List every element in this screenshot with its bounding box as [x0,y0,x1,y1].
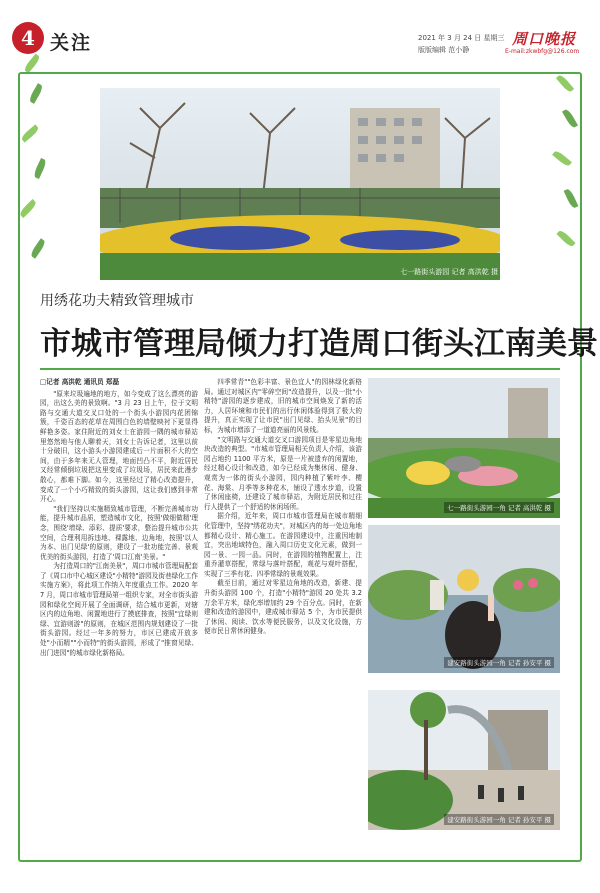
top-park-photo [100,88,500,280]
park-scene-illustration [100,88,500,280]
article-column-2 [204,378,362,843]
right-photo-1 [368,378,560,518]
article-kicker: 用绣花功夫精致管理城市 [40,293,194,309]
col2-paragraph: 据介绍，近年来，周口市城市管理局在城市精细化管理中，坚持"绣花功夫"，对城区内的每一处边角地都精心设计、精心施工。在游园建设中，注重因地制宜，突出地域特色，融入周口历史文化元素，做到一园一景、一园一品。同时，在游园的植物配置上，注重乔灌草搭配，常绿与落叶搭配，观花与观叶搭配，实现了三季有花、四季常绿的景观效果。 [204,512,362,578]
page-number-badge: 4 [12,22,44,54]
col1-paragraph: "我们坚持以实施精致城市管理，不断完善城市功能，提升城市品质，塑造城市文化，按照'做细做精'理念，围绕'增绿、添彩、提质'要求，整治提升城市公共空间，合理利用拆违地、裸露地、边角地，按照'以人为本、出门见绿'的原则，建设了一批功能完善、景观优美的街头游园，打造了'周口江南'美景。" [40,504,198,561]
right-photo-1-caption: 七一路街头游园一角 记者 高洪乾 摄 [444,502,554,513]
col2-paragraph: "文明路与交通大道交叉口游园项目是零星边角地块改造的典型。"市城市管理局相关负责人介绍，该游园占地约 1100 平方米，原是一片被遗弃的闲置地，经过精心设计和改造，如今已经成为集休闲、健身、观赏为一体的街头小游园，园内种植了紫叶李、樱花、海棠、月季等多种花木，铺设了透水步道，设置了休闲座椅，还建设了城市驿站，为附近居民和过往行人提供了一个舒适的休闲场所。 [204,435,362,511]
right-photo-2 [368,525,560,673]
top-photo-caption: 七一路街头游园 记者 高洪乾 摄 [400,268,498,276]
col1-paragraph: 为打造周口的"江南美景"，周口市城市管理局配套了《周口市中心城区建设"小精特"游园及街巷绿化工作实施方案》，将此项工作纳入年度重点工作。2020 年 7 月，周口市城市管理局第一组织专家，对全市街头游园和绿化空间开展了全面调研，结合城市更新，对辖区内的边角地、闲置地进行了摸底排查，按照"宜绿则绿、宜游则游"的原则，在城区范围内规划建设了一批街头游园。经过一年多的努力，市区已建成开放多处"小而精""小而特"的街头游园，形成了"推窗见绿、出门进园"的城市绿化新格局。 [40,562,198,657]
article-byline: □记者 高洪乾 通讯员 郑磊 [40,378,120,386]
right-photo-2-caption: 建安路街头游园一角 记者 孙安平 摄 [444,657,554,668]
editor-line: 版版编辑 范小静 [418,46,470,54]
newspaper-masthead: 周口晚报 [512,30,577,48]
article-column-1 [40,378,198,843]
section-title: 关注 [50,32,93,54]
right-photo-3 [368,690,560,830]
col2-paragraph: 截至目前，通过对零星边角地的改造，新建、提升街头游园 100 个，打造"小精特"游园 20 处共 3.2 万余平方米，绿化率增加约 29 个百分点。同时，在新建和改造的游园中，建成城市驿站 5 个，为市民提供了休闲、阅读、饮水等便民服务，以及文化设施，方便市民日常休闲健身。 [204,579,362,636]
title-rule [40,368,560,370]
page-header [0,0,600,68]
contact-email: E-mail:zkwbfg@126.com [505,48,580,55]
right-photo-3-caption: 建安路街头游园一角 记者 孙安平 摄 [444,814,554,825]
date-editor-line [418,32,505,56]
col2-paragraph: 四季常青""色彩丰富、景色宜人"的园林绿化新格局。通过对城区内"零碎空间"改造提升，以及一批"小精特"游园的逐步建成，旧的城市空间焕发了新的活力，人居环境和市民们的出行休闲体验得到了极大的提升，真正实现了让市民"出门见绿、抬头见景"的目标，为城市增添了一道道亮丽的风景线。 [204,378,362,434]
col1-paragraph: "原来垃圾遍地的地方，如今变成了这么漂亮的游园，出这么美的景致啊。"3 月 23 日上午，位于文明路与交通大道交叉口处的一个街头小游园内花团锦簇，千姿百态的花草在周围白色的墙壁映衬下更显得鲜艳多姿。家住附近的刘女士在游园一隅的城市驿站里悠然地与他人聊着天，刘女士告诉记者，这里以前十分破旧，这小游头小游园建成后一片面积不大的空间，由于多年来无人管理，地面凹凸不平，附近居民又经常倾倒垃圾把这里变成了垃圾场，居民来此漫步散心，都难下脚。如今，这里经过了精心改造提升，变成了一个小巧精致的街头游园，这让我们感到非常开心。 [40,389,198,504]
article-headline: 市城市管理局倾力打造周口街头江南美景 [40,326,598,362]
date-line: 2021 年 3 月 24 日 星期三 [418,34,505,42]
